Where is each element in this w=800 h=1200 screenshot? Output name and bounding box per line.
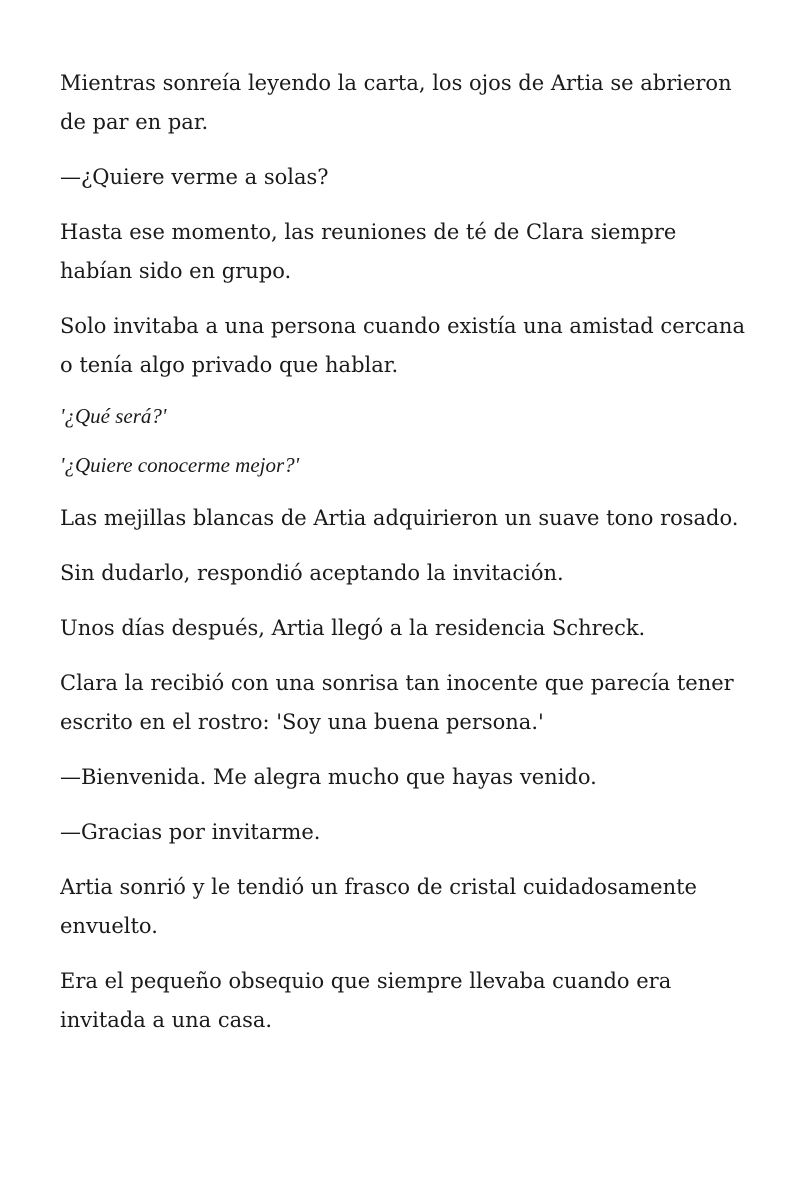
paragraph-6-thought: '¿Quiere conocerme mejor?' [60,453,300,477]
paragraph-14: Era el pequeño obsequio que siempre llevaba cuando era invitada a una casa. [60,969,672,1032]
paragraph-7: Las mejillas blancas de Artia adquirieron un suave tono rosado. [60,506,739,530]
reader-page [60,64,750,1056]
paragraph-1: Mientras sonreía leyendo la carta, los ojos de Artia se abrieron de par en par. [60,71,732,134]
paragraph-11-dialogue: —Bienvenida. Me alegra mucho que hayas venido. [60,765,597,789]
paragraph-2-dialogue: —¿Quiere verme a solas? [60,165,329,189]
paragraph-10: Clara la recibió con una sonrisa tan inocente que parecía tener escrito en el rostro: 'Soy una buena persona.' [60,671,734,734]
paragraph-9: Unos días después, Artia llegó a la residencia Schreck. [60,616,646,640]
paragraph-4: Solo invitaba a una persona cuando existía una amistad cercana o tenía algo privado que hablar. [60,314,745,377]
paragraph-13: Artia sonrió y le tendió un frasco de cristal cuidadosamente envuelto. [60,875,697,938]
paragraph-5-thought: '¿Qué será?' [60,404,167,428]
paragraph-8: Sin dudarlo, respondió aceptando la invitación. [60,561,564,585]
paragraph-3: Hasta ese momento, las reuniones de té de Clara siempre habían sido en grupo. [60,220,677,283]
paragraph-12-dialogue: —Gracias por invitarme. [60,820,321,844]
